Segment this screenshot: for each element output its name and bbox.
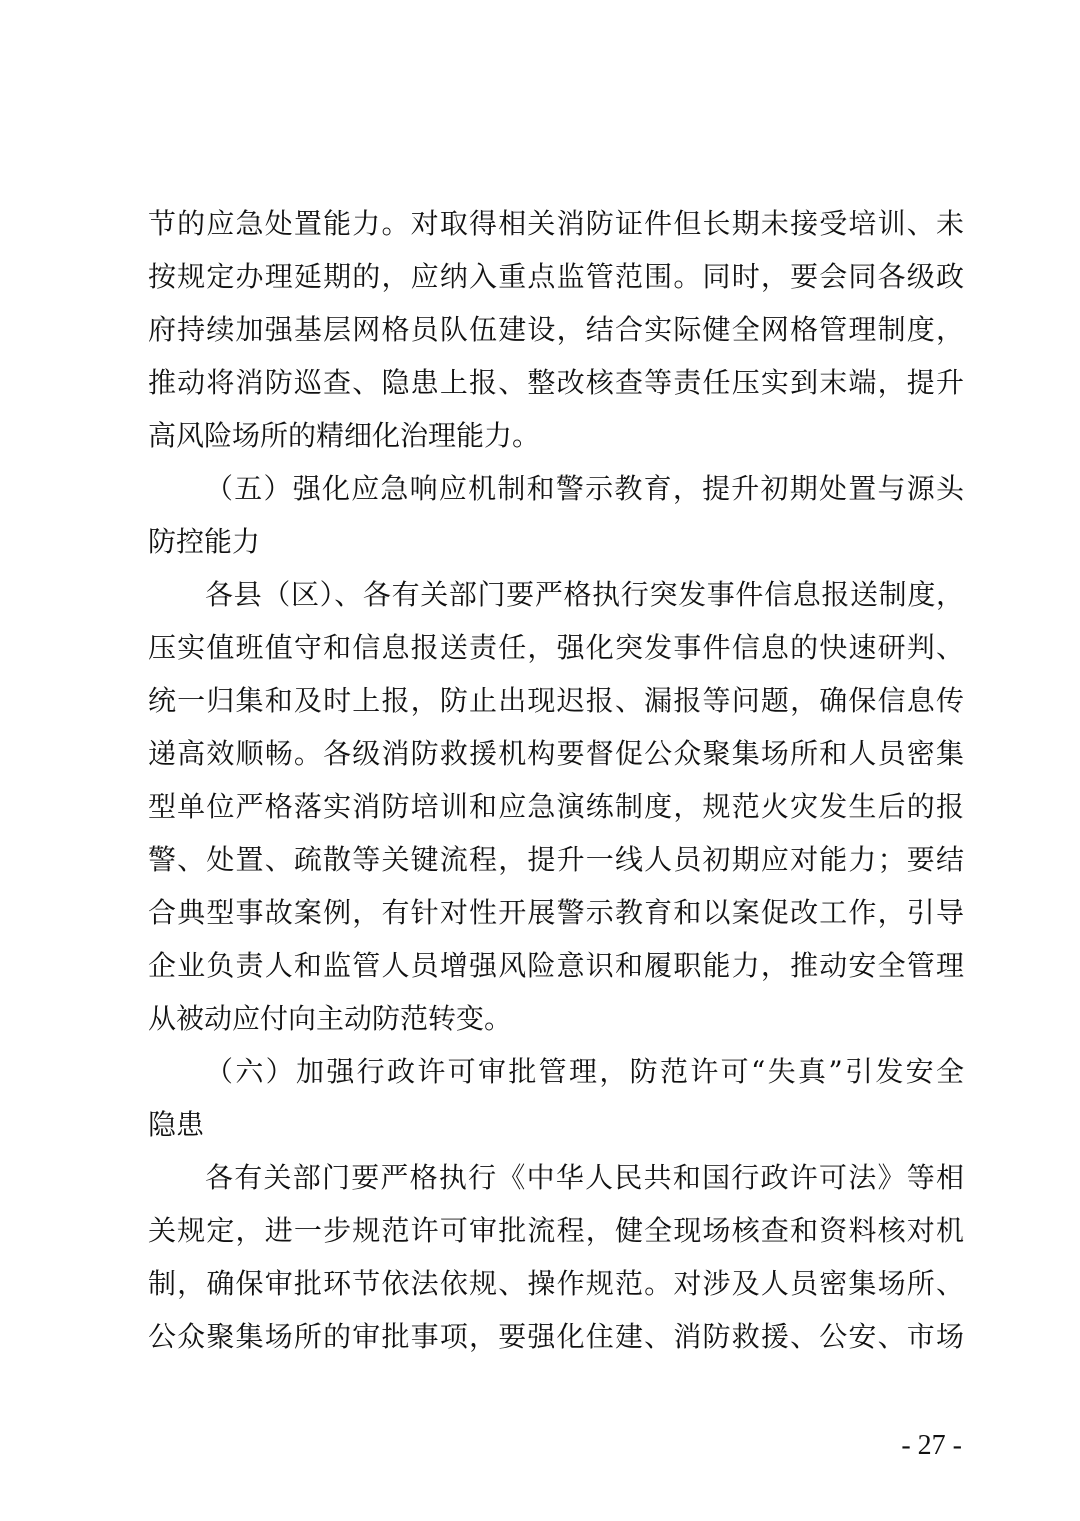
- section-5-paragraph-line: 压实值班值守和信息报送责任，强化突发事件信息的快速研判、: [148, 631, 964, 664]
- text-line: 推动将消防巡查、隐患上报、整改核查等责任压实到末端，提升: [148, 366, 964, 399]
- section-5-heading: （五）强化应急响应机制和警示教育，提升初期处置与源头: [205, 472, 964, 505]
- text-line: 府持续加强基层网格员队伍建设，结合实际健全网格管理制度，: [148, 313, 964, 346]
- section-6-paragraph-line: 公众聚集场所的审批事项，要强化住建、消防救援、公安、市场: [148, 1320, 964, 1353]
- section-5-paragraph-line: 从被动应付向主动防范转变。: [148, 1002, 513, 1035]
- section-5-paragraph-line: 递高效顺畅。各级消防救援机构要督促公众聚集场所和人员密集: [148, 737, 964, 770]
- section-6-paragraph-line: 各有关部门要严格执行《中华人民共和国行政许可法》等相: [205, 1161, 964, 1194]
- section-6-paragraph-line: 关规定，进一步规范许可审批流程，健全现场核查和资料核对机: [148, 1214, 964, 1247]
- page-number: - 27 -: [901, 1430, 962, 1461]
- section-6-heading-continued: 隐患: [148, 1108, 205, 1141]
- section-5-paragraph-line: 企业负责人和监管人员增强风险意识和履职能力，推动安全管理: [148, 949, 964, 982]
- text-line: 按规定办理延期的，应纳入重点监管范围。同时，要会同各级政: [148, 260, 964, 293]
- section-6-paragraph-line: 制，确保审批环节依法依规、操作规范。对涉及人员密集场所、: [148, 1267, 964, 1300]
- section-5-paragraph-line: 警、处置、疏散等关键流程，提升一线人员初期应对能力；要结: [148, 843, 964, 876]
- section-5-paragraph-line: 型单位严格落实消防培训和应急演练制度，规范火灾发生后的报: [148, 790, 964, 823]
- section-5-paragraph-line: 统一归集和及时上报，防止出现迟报、漏报等问题，确保信息传: [148, 684, 964, 717]
- text-line: 高风险场所的精细化治理能力。: [148, 419, 541, 452]
- section-6-heading: （六）加强行政许可审批管理，防范许可“失真”引发安全: [205, 1055, 964, 1088]
- section-5-paragraph-line: 各县（区）、各有关部门要严格执行突发事件信息报送制度，: [205, 578, 964, 611]
- document-body: [148, 197, 964, 1363]
- section-5-paragraph-line: 合典型事故案例，有针对性开展警示教育和以案促改工作，引导: [148, 896, 964, 929]
- text-line: 节的应急处置能力。对取得相关消防证件但长期未接受培训、未: [148, 207, 964, 240]
- section-5-heading-continued: 防控能力: [148, 525, 261, 558]
